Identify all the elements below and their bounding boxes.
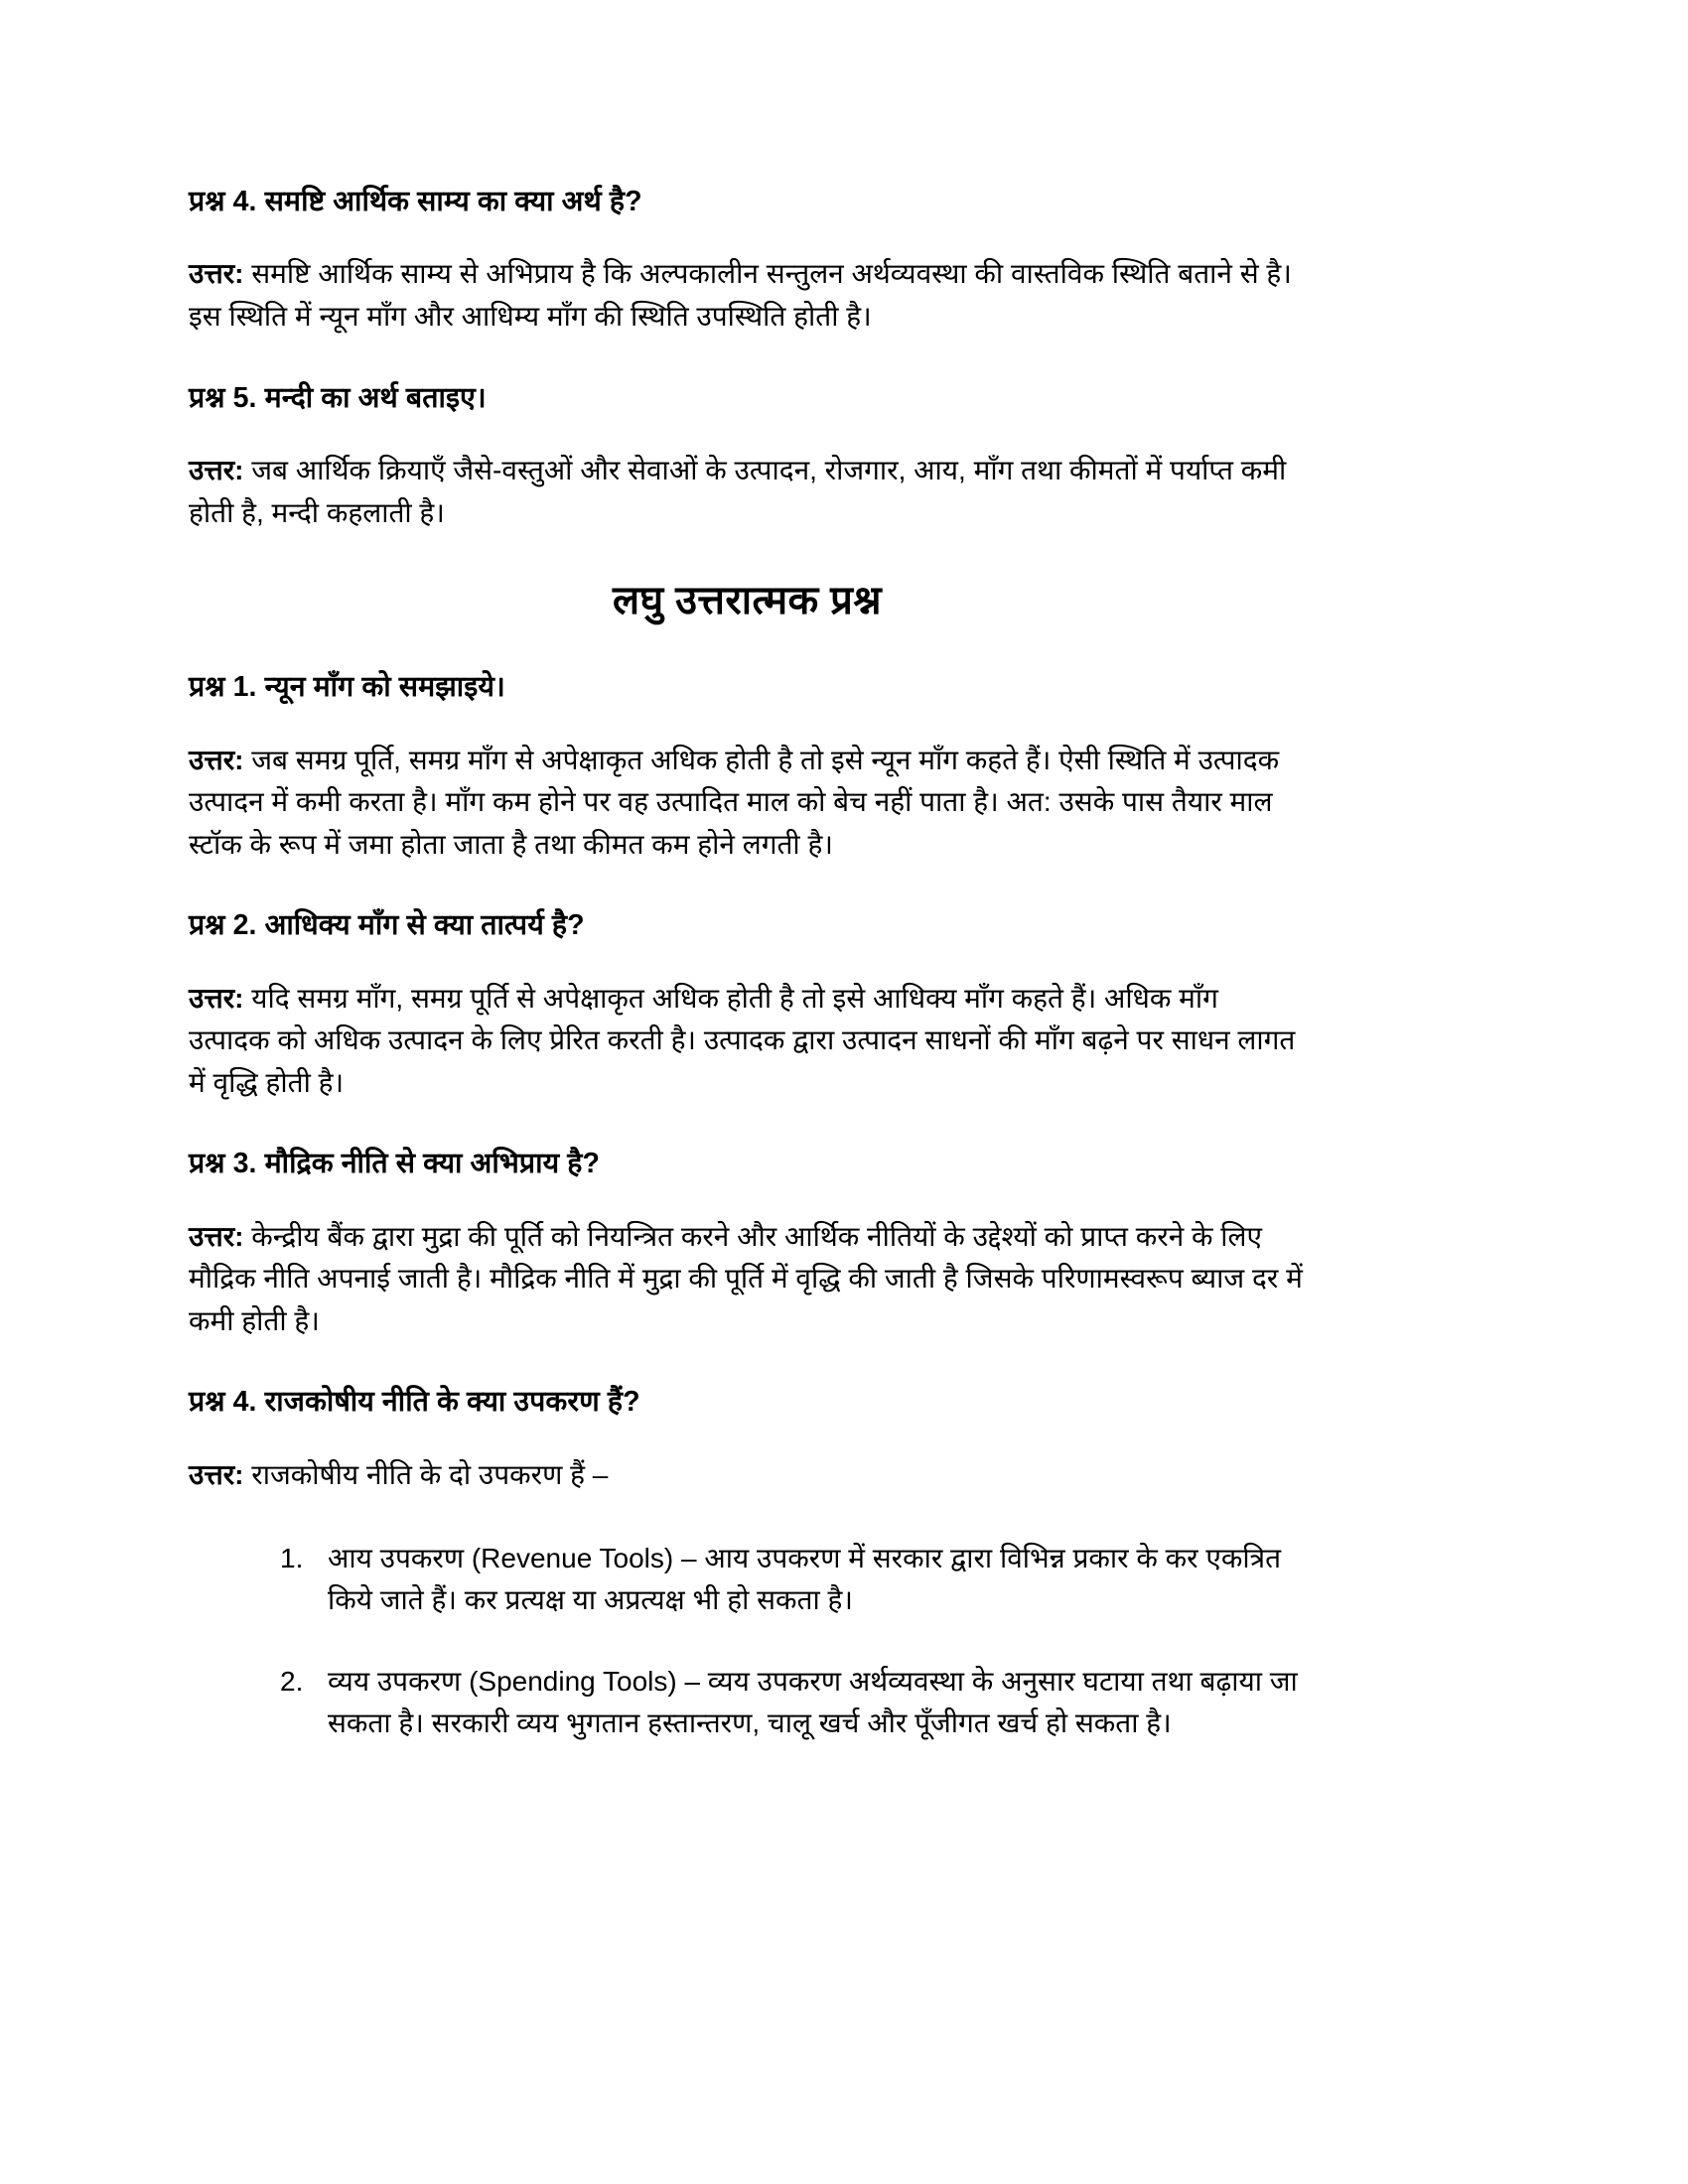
answer-text: राजकोषीय नीति के दो उपकरण हैं –	[243, 1458, 609, 1490]
answer-paragraph-sa-q4	[189, 1454, 1306, 1497]
question-heading-q4: प्रश्न 4. समष्टि आर्थिक साम्य का क्या अर्थ है?	[189, 186, 642, 217]
answer-text: केन्द्रीय बैंक द्वारा मुद्रा की पूर्ति को नियन्त्रित करने और आर्थिक नीतियों के उद्देश्यों को प्राप्त करने के लिए मौद्रिक नीति अपनाई जाती है। मौद्रिक नीति में मुद्रा की पूर्ति में वृद्धि की जाती है जिसके परिणामस्वरूप ब्याज दर में कमी होती है।	[189, 1220, 1303, 1336]
answer-label: उत्तर:	[189, 744, 244, 775]
fiscal-policy-tools-list	[189, 1538, 1306, 1744]
answer-text: यदि समग्र माँग, समग्र पूर्ति से अपेक्षाकृत अधिक होती है तो इसे आधिक्य माँग कहते हैं। अधिक माँग उत्पादक को अधिक उत्पादन के लिए प्रेरित करती है। उत्पादक द्वारा उत्पादन साधनों की माँग बढ़ने पर साधन लागत में वृद्धि होती है।	[189, 982, 1296, 1098]
question-heading-q5: प्रश्न 5. मन्दी का अर्थ बताइए।	[189, 381, 487, 414]
answer-label: उत्तर:	[189, 1458, 244, 1490]
section-heading-short-answer: लघु उत्तरात्मक प्रश्न	[613, 579, 882, 623]
list-item	[280, 1661, 1306, 1744]
question-heading-sa-q2: प्रश्न 2. आधिक्य माँग से क्या तात्पर्य है?	[189, 909, 585, 942]
list-item-text: व्यय उपकरण (Spending Tools) – व्यय उपकरण अर्थव्यवस्था के अनुसार घटाया तथा बढ़ाया जा सकता है। सरकारी व्यय भुगतान हस्तान्तरण, चालू खर्च और पूँजीगत खर्च हो सकता है।	[328, 1666, 1298, 1739]
answer-paragraph-sa-q1	[189, 740, 1306, 867]
document-content	[189, 184, 1306, 1744]
answer-label: उत्तर:	[189, 1220, 244, 1252]
answer-paragraph-sa-q2	[189, 978, 1306, 1105]
answer-text: जब समग्र पूर्ति, समग्र माँग से अपेक्षाकृत अधिक होती है तो इसे न्यून माँग कहते हैं। ऐसी स्थिति में उत्पादक उत्पादन में कमी करता है। माँग कम होने पर वह उत्पादित माल को बेच नहीं पाता है। अत: उसके पास तैयार माल स्टॉक के रूप में जमा होता जाता है तथा कीमत कम होने लगती है।	[189, 744, 1280, 860]
answer-label: उत्तर:	[189, 455, 244, 486]
question-heading-sa-q3: प्रश्न 3. मौद्रिक नीति से क्या अभिप्राय है?	[189, 1148, 601, 1180]
list-item	[280, 1538, 1306, 1621]
answer-label: उत्तर:	[189, 982, 244, 1014]
answer-paragraph-q4	[189, 253, 1306, 338]
answer-text: जब आर्थिक क्रियाएँ जैसे-वस्तुओं और सेवाओं के उत्पादन, रोजगार, आय, माँग तथा कीमतों में पर्याप्त कमी होती है, मन्दी कहलाती है।	[189, 455, 1287, 528]
answer-paragraph-sa-q3	[189, 1216, 1306, 1343]
question-heading-sa-q1: प्रश्न 1. न्यून माँग को समझाइये।	[189, 671, 505, 704]
answer-label: उत्तर:	[189, 258, 244, 290]
list-item-text: आय उपकरण (Revenue Tools) – आय उपकरण में सरकार द्वारा विभिन्न प्रकार के कर एकत्रित किये जाते हैं। कर प्रत्यक्ष या अप्रत्यक्ष भी हो सकता है।	[328, 1543, 1282, 1616]
answer-paragraph-q5	[189, 450, 1306, 534]
question-heading-sa-q4: प्रश्न 4. राजकोषीय नीति के क्या उपकरण हैं?	[189, 1386, 640, 1419]
answer-text: समष्टि आर्थिक साम्य से अभिप्राय है कि अल्पकालीन सन्तुलन अर्थव्यवस्था की वास्तविक स्थिति बताने से है। इस स्थिति में न्यून माँग और आधिम्य माँग की स्थिति उपस्थिति होती है।	[189, 258, 1292, 333]
